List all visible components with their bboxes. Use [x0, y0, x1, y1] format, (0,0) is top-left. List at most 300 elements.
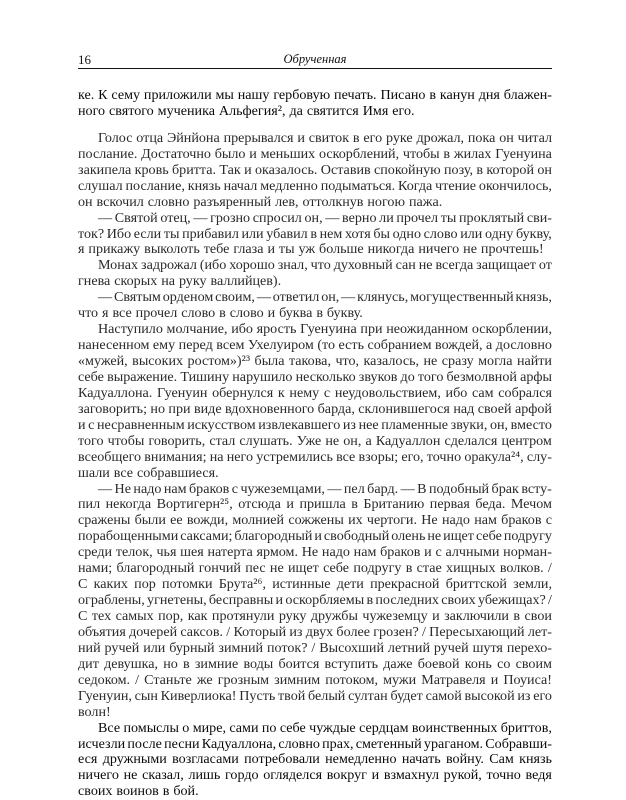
word: истинные: [272, 576, 331, 593]
word: точно: [486, 767, 521, 784]
word: слушал: [78, 177, 123, 194]
word: /: [547, 560, 552, 577]
word: скорых: [114, 273, 158, 290]
word: проклятый: [459, 209, 525, 226]
word: чтобы: [107, 432, 145, 449]
word: извлекавшего: [258, 416, 341, 433]
word: всеобщего: [78, 448, 142, 465]
word: себе: [78, 368, 104, 385]
word: он: [78, 193, 93, 210]
word: было: [214, 145, 246, 162]
word: —: [341, 289, 356, 306]
text-line: [78, 593, 552, 609]
word: что,: [335, 353, 360, 369]
word: своих: [441, 592, 476, 609]
word: К: [98, 87, 108, 103]
word: при: [168, 400, 191, 417]
word: сами: [229, 719, 259, 736]
word: Высохший: [319, 639, 385, 656]
word: взоры;: [358, 448, 399, 465]
word: он: [537, 161, 552, 178]
word: благородный: [116, 560, 195, 577]
word: точно: [426, 448, 462, 465]
word: свои: [524, 608, 552, 624]
word: он,: [304, 209, 323, 226]
word: волн!: [78, 703, 111, 720]
word: и: [490, 671, 499, 688]
text-line: [78, 673, 552, 689]
word: заговорить;: [78, 400, 147, 417]
word: помыслы: [123, 719, 179, 736]
text-line: [78, 450, 552, 466]
word: слушать.: [239, 432, 293, 449]
word: —: [325, 209, 340, 226]
word: чужеземцу: [362, 608, 428, 624]
text-line: [78, 258, 552, 274]
word: вожди,: [186, 512, 229, 529]
word: ного: [78, 102, 106, 119]
word: /: [311, 639, 316, 656]
word: свободный: [323, 528, 390, 545]
word: устремились: [256, 448, 333, 465]
word: исчезли: [78, 735, 126, 752]
word: нам: [163, 480, 187, 497]
word: всегда: [435, 257, 474, 274]
word: и: [297, 129, 305, 146]
word: не: [418, 257, 433, 274]
word: сердцам: [359, 719, 409, 736]
word: отца: [136, 129, 164, 146]
word: от: [538, 257, 552, 274]
word: поток?: [266, 639, 308, 656]
word: /: [548, 592, 552, 609]
word: в: [316, 305, 323, 322]
word: боится: [278, 655, 320, 672]
text-line: [78, 402, 552, 418]
text-line: [78, 577, 552, 593]
word: оттолкнув: [302, 193, 364, 210]
word: подобный: [428, 480, 490, 497]
word: пор,: [158, 608, 184, 624]
word: сражены: [78, 512, 131, 529]
word: клянусь,: [357, 289, 409, 306]
word: взмахнул: [383, 767, 439, 784]
word: Когда: [398, 177, 433, 194]
word: Монах: [98, 257, 139, 274]
text-line: [78, 147, 552, 163]
word: безмолвной: [446, 368, 517, 385]
word: прочтешь!: [480, 241, 544, 258]
word: букву,: [515, 225, 552, 242]
word: бриттов,: [500, 719, 552, 736]
paragraph: [78, 211, 552, 259]
word: угнетены,: [147, 592, 207, 609]
word: более: [336, 623, 370, 640]
word: же: [196, 671, 213, 688]
word: или: [241, 225, 264, 242]
word: бы: [373, 225, 391, 242]
word: и: [267, 241, 275, 258]
paragraph: [78, 482, 552, 721]
word: а: [486, 337, 493, 354]
word: прочел: [396, 209, 439, 226]
text-line: [78, 721, 552, 737]
word: прочел: [135, 305, 178, 322]
word: чтение: [435, 177, 476, 194]
word: все: [112, 305, 132, 322]
word: вступить: [324, 655, 379, 672]
text-line: [78, 290, 552, 306]
text-line: [78, 104, 552, 120]
text-line: [78, 545, 552, 561]
word: Кадуаллона.: [78, 384, 153, 401]
word: пил: [78, 496, 101, 513]
word: дочерей: [129, 623, 178, 640]
text-line: [78, 274, 552, 290]
word: его,: [401, 448, 424, 465]
word: спокойную: [374, 161, 441, 178]
word: самой: [425, 687, 462, 704]
word: сам: [471, 384, 494, 401]
word: что: [78, 305, 99, 322]
word: слово: [229, 305, 264, 322]
word: блажен-: [503, 87, 552, 103]
word: из: [289, 623, 303, 640]
word: Все: [98, 719, 121, 736]
word: в: [162, 783, 170, 800]
word: молнией: [232, 512, 285, 529]
word: центром: [501, 432, 552, 449]
word: объятия: [78, 623, 126, 640]
word: дня: [478, 87, 500, 103]
word: воинственных: [411, 719, 498, 736]
text-line: [78, 211, 552, 227]
word: я: [78, 241, 85, 258]
text-line: [78, 497, 552, 513]
word: Сам: [489, 751, 514, 768]
word: пел: [343, 480, 365, 497]
word: надо: [321, 544, 350, 561]
word: виде: [193, 400, 222, 417]
text-line: [78, 482, 552, 498]
word: жилах: [453, 145, 492, 162]
word: читал: [517, 129, 552, 146]
word: позу,: [444, 161, 474, 178]
word: которой: [486, 161, 535, 178]
word: Мечом: [510, 496, 552, 513]
word: дети: [336, 576, 364, 593]
word: и: [78, 416, 86, 433]
word: одну: [484, 225, 514, 242]
word: о: [182, 719, 190, 736]
word: Который: [233, 623, 287, 640]
word: послание.: [78, 145, 138, 162]
word: ее: [170, 512, 183, 529]
word: защищает: [476, 257, 536, 274]
word: Киверлиока!: [160, 687, 237, 704]
word: ручей: [433, 639, 469, 656]
word: тех: [91, 608, 112, 624]
word: задрожал: [141, 257, 197, 274]
text-line: [78, 513, 552, 529]
text-line: [78, 242, 552, 258]
word: подругу: [353, 560, 402, 577]
text-line: [78, 195, 552, 211]
word: Станьте: [144, 671, 192, 688]
word: из: [517, 687, 531, 704]
word: пор: [134, 576, 156, 593]
word: натерта: [207, 544, 253, 561]
word: он: [499, 129, 514, 146]
word: не: [269, 560, 284, 577]
word: шутя: [472, 639, 503, 656]
word: себе: [475, 528, 502, 545]
word: подыматься.: [320, 177, 396, 194]
word: глаза: [233, 241, 264, 258]
word: дружными: [102, 751, 167, 768]
word: Ибо: [106, 225, 132, 242]
word: перехо-: [506, 639, 552, 656]
word: оскорбляемы: [285, 592, 365, 609]
word: Кадуаллона,: [201, 735, 277, 752]
word: пламенные: [381, 416, 449, 433]
text-line: [78, 625, 552, 641]
word: браков: [501, 512, 542, 529]
word: в: [310, 225, 317, 242]
word: браков: [380, 544, 421, 561]
word: последних: [375, 592, 439, 609]
word: С: [78, 576, 88, 593]
word: Гуенуин: [157, 384, 208, 401]
word: бой.: [173, 783, 199, 800]
word: и: [267, 305, 276, 322]
word: прибавил: [182, 225, 239, 242]
word: что: [310, 257, 331, 274]
word: чужеземцами,: [240, 480, 325, 497]
word: я: [102, 305, 109, 322]
text-line: [78, 561, 552, 577]
word: меньших: [260, 145, 316, 162]
word: седоком.: [78, 671, 131, 688]
word: оракула²⁴,: [464, 448, 524, 465]
word: собравшиеся.: [136, 464, 219, 481]
paragraph: [78, 322, 552, 481]
word: букву.: [326, 305, 363, 322]
word: девушка,: [104, 655, 158, 672]
word: над: [453, 400, 475, 417]
word: бесправны: [208, 592, 274, 609]
word: не: [123, 767, 138, 784]
word: беда.: [475, 496, 506, 513]
word: всту-: [521, 480, 552, 497]
word: канун: [439, 87, 475, 103]
word: Британию: [363, 496, 425, 513]
word: сему: [111, 87, 141, 103]
word: нами;: [78, 560, 113, 577]
word: своим: [515, 655, 552, 672]
word: и: [286, 496, 294, 513]
word: благородный: [234, 528, 313, 545]
word: нему: [289, 384, 320, 401]
word: —: [400, 480, 415, 497]
text-line: [78, 689, 552, 705]
word: отсюда: [238, 496, 281, 513]
word: возгласами: [172, 751, 239, 768]
word: сын: [134, 687, 158, 704]
word: алчными: [445, 544, 500, 561]
word: —: [98, 480, 113, 497]
word: высокой: [464, 687, 515, 704]
word: каких: [93, 576, 128, 593]
word: несравненным: [97, 416, 185, 433]
word: в: [476, 161, 484, 178]
word: словно: [278, 735, 320, 752]
word: арфой: [514, 400, 552, 417]
word: с: [323, 384, 331, 401]
word: руке: [385, 129, 413, 146]
word: дит: [78, 655, 99, 672]
word: оказалось.: [254, 161, 318, 178]
word: сказал,: [142, 767, 184, 784]
word: могла: [478, 353, 513, 369]
word: мужи: [383, 671, 417, 688]
word: прекрасной: [370, 576, 440, 593]
word: бард.: [367, 480, 399, 497]
word: хищных: [446, 560, 496, 577]
word: ответил: [272, 289, 320, 306]
word: него: [226, 448, 254, 465]
word: прах,: [322, 735, 354, 752]
word: стал: [209, 432, 236, 449]
word: —: [256, 289, 271, 306]
word: внимания;: [144, 448, 207, 465]
word: вместо: [510, 416, 552, 433]
word: своих: [78, 783, 113, 800]
word: Гуенуин,: [78, 687, 132, 704]
word: его: [363, 129, 383, 146]
word: собрался: [498, 384, 552, 401]
word: Гуенуина: [300, 321, 357, 338]
word: собранием: [367, 337, 432, 354]
word: потоком,: [325, 671, 379, 688]
word: руку: [278, 608, 307, 624]
word: высоких: [132, 353, 184, 369]
word: мире,: [192, 719, 226, 736]
word: гордо: [224, 767, 259, 784]
word: или: [460, 225, 483, 242]
word: грозным: [217, 671, 270, 688]
word: буква: [279, 305, 313, 322]
word: своей: [477, 400, 512, 417]
word: чуждые: [309, 719, 356, 736]
word: Брута²⁶,: [218, 576, 266, 593]
word: найти: [516, 353, 552, 369]
word: пришла: [299, 496, 346, 513]
word: ты: [278, 241, 295, 258]
word: отец,: [160, 209, 191, 226]
word: себе: [279, 719, 306, 736]
word: выражение.: [107, 368, 178, 385]
word: ручей: [104, 639, 140, 656]
word: ничего: [418, 241, 460, 258]
word: порабощенными: [78, 528, 179, 545]
word: нашу: [237, 87, 270, 103]
word: потребовали: [244, 751, 320, 768]
word: склонившегося: [358, 400, 450, 417]
word: духовный: [333, 257, 393, 274]
word: Святой: [114, 209, 158, 226]
word: Голос: [98, 129, 133, 146]
paragraph: [78, 88, 552, 120]
word: саксами;: [180, 528, 233, 545]
word: не: [463, 241, 477, 258]
paragraph: [78, 290, 552, 322]
word: после: [127, 735, 162, 752]
word: шали: [78, 464, 110, 481]
text-line: [78, 768, 552, 784]
word: сметенный: [355, 735, 422, 752]
word: Кадуаллон: [375, 432, 441, 449]
word: и: [249, 145, 257, 162]
word: перед: [178, 337, 213, 354]
text-line: [78, 88, 552, 104]
word: бритта.: [172, 161, 217, 178]
word: его.: [392, 102, 415, 119]
word: верно: [342, 209, 377, 226]
word: неожиданном: [386, 321, 469, 338]
text-line: [78, 163, 552, 179]
word: воды: [243, 655, 274, 672]
header-rule: [78, 68, 552, 69]
word: (то: [317, 337, 336, 354]
word: летний: [387, 639, 430, 656]
word: ему: [152, 337, 176, 354]
word: орденом: [162, 289, 214, 306]
word: приложили: [143, 87, 212, 103]
word: знал,: [277, 257, 308, 274]
word: первая: [429, 496, 470, 513]
word: будет: [390, 687, 423, 704]
word: нарушило: [232, 368, 293, 385]
word: вождей,: [435, 337, 483, 354]
page-number: 16: [78, 52, 91, 67]
word: а: [365, 432, 372, 449]
word: к: [277, 384, 285, 401]
word: подругу: [503, 528, 552, 545]
word: боевой: [417, 655, 460, 672]
word: пажа.: [408, 193, 443, 210]
word: ищет: [288, 560, 319, 577]
word: ты: [163, 225, 180, 242]
word: валлийцев).: [210, 273, 282, 290]
word: Гуенуина: [495, 145, 552, 162]
word: как: [187, 608, 208, 624]
word: не: [427, 528, 442, 545]
word: ограблены,: [78, 592, 145, 609]
word: прерывался: [223, 129, 294, 146]
word: в: [366, 592, 374, 609]
word: слово: [181, 305, 216, 322]
word: но: [163, 655, 178, 672]
word: Матравеля: [421, 671, 486, 688]
word: грозно: [210, 209, 251, 226]
text-line: [78, 131, 552, 147]
word: ты: [440, 209, 457, 226]
word: Вортигерн²⁵,: [156, 496, 233, 513]
word: звуков: [358, 368, 398, 385]
word: он,: [343, 432, 362, 449]
word: протянули: [211, 608, 275, 624]
